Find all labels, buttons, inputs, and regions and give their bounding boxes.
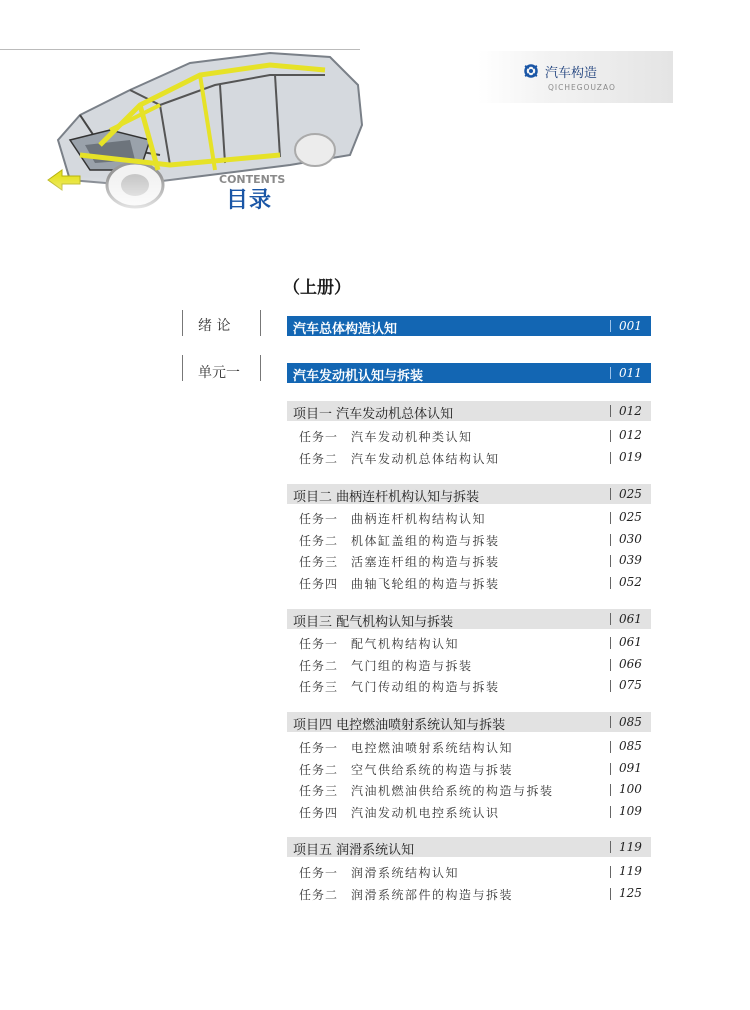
page-number: 012 bbox=[619, 428, 642, 442]
task-label: 任务二 bbox=[299, 888, 339, 902]
toc-task[interactable] bbox=[287, 450, 651, 468]
task-title: 润滑系统部件的构造与拆装 bbox=[351, 888, 514, 902]
toc-task[interactable] bbox=[287, 782, 651, 800]
brand-swirl-icon bbox=[522, 62, 540, 80]
toc-task[interactable] bbox=[287, 635, 651, 653]
page-separator bbox=[610, 888, 611, 900]
page-separator bbox=[610, 577, 611, 589]
brand-title: 汽车构造 bbox=[545, 66, 598, 81]
page-separator bbox=[610, 637, 611, 649]
page-number: 100 bbox=[619, 782, 642, 796]
task-label: 任务一 bbox=[299, 430, 339, 444]
page-separator bbox=[610, 716, 611, 728]
task-label: 任务三 bbox=[299, 680, 339, 694]
unit-title: 汽车总体构造认知 bbox=[293, 322, 398, 337]
toc-project-5[interactable] bbox=[287, 837, 651, 857]
brand-subtitle: QICHEGOUZAO bbox=[548, 83, 616, 92]
toc-task[interactable] bbox=[287, 510, 651, 528]
page-number: 061 bbox=[619, 612, 642, 626]
page-number: 039 bbox=[619, 553, 642, 567]
toc-project-3[interactable] bbox=[287, 609, 651, 629]
unit-title: 汽车发动机认知与拆装 bbox=[293, 369, 424, 384]
toc-task[interactable] bbox=[287, 886, 651, 904]
task-title: 活塞连杆组的构造与拆装 bbox=[351, 555, 500, 569]
task-title: 气门组的构造与拆装 bbox=[351, 659, 473, 673]
task-label: 任务四 bbox=[299, 577, 339, 591]
section-divider bbox=[260, 310, 261, 336]
page-number: 001 bbox=[619, 319, 642, 333]
toc-project-1[interactable] bbox=[287, 401, 651, 421]
toc-project-4[interactable] bbox=[287, 712, 651, 732]
task-label: 任务一 bbox=[299, 866, 339, 880]
page-number: 085 bbox=[619, 739, 642, 753]
project-title: 项目二 曲柄连杆机构认知与拆装 bbox=[293, 490, 480, 505]
page-number: 030 bbox=[619, 532, 642, 546]
toc-task[interactable] bbox=[287, 553, 651, 571]
task-title: 气门传动组的构造与拆装 bbox=[351, 680, 500, 694]
contents-heading-cn: 目录 bbox=[226, 188, 273, 213]
project-title: 项目三 配气机构认知与拆装 bbox=[293, 615, 454, 630]
task-title: 曲轴飞轮组的构造与拆装 bbox=[351, 577, 500, 591]
task-label: 任务一 bbox=[299, 637, 339, 651]
toc-task[interactable] bbox=[287, 761, 651, 779]
task-title: 曲柄连杆机构结构认知 bbox=[351, 512, 487, 526]
task-label: 任务二 bbox=[299, 659, 339, 673]
page-number: 119 bbox=[619, 864, 642, 878]
page-separator bbox=[610, 659, 611, 671]
page-separator bbox=[610, 452, 611, 464]
car-body-illustration bbox=[40, 45, 370, 220]
page-separator bbox=[610, 405, 611, 417]
task-title: 空气供给系统的构造与拆装 bbox=[351, 763, 514, 777]
page-separator bbox=[610, 430, 611, 442]
task-label: 任务二 bbox=[299, 452, 339, 466]
page-number: 025 bbox=[619, 510, 642, 524]
task-title: 汽油机燃油供给系统的构造与拆装 bbox=[351, 784, 554, 798]
page-separator bbox=[610, 555, 611, 567]
toc-task[interactable] bbox=[287, 657, 651, 675]
toc-task[interactable] bbox=[287, 678, 651, 696]
task-label: 任务二 bbox=[299, 763, 339, 777]
page-number: 119 bbox=[619, 840, 642, 854]
page-number: 019 bbox=[619, 450, 642, 464]
page-number: 075 bbox=[619, 678, 642, 692]
task-label: 任务三 bbox=[299, 555, 339, 569]
page-separator bbox=[610, 680, 611, 692]
toc-task[interactable] bbox=[287, 864, 651, 882]
page-number: 109 bbox=[619, 804, 642, 818]
page-number: 025 bbox=[619, 487, 642, 501]
page-separator bbox=[610, 806, 611, 818]
page-number: 125 bbox=[619, 886, 642, 900]
section-label-unit-1: 单元一 bbox=[198, 365, 240, 381]
toc-task[interactable] bbox=[287, 575, 651, 593]
task-title: 配气机构结构认知 bbox=[351, 637, 460, 651]
toc-task[interactable] bbox=[287, 428, 651, 446]
section-divider bbox=[182, 310, 183, 336]
page-separator bbox=[610, 367, 611, 379]
task-title: 汽车发动机种类认知 bbox=[351, 430, 473, 444]
task-title: 汽油发动机电控系统认识 bbox=[351, 806, 500, 820]
task-title: 机体缸盖组的构造与拆装 bbox=[351, 534, 500, 548]
toc-task[interactable] bbox=[287, 532, 651, 550]
section-label-intro: 绪 论 bbox=[198, 318, 231, 334]
page-separator bbox=[610, 534, 611, 546]
page-number: 066 bbox=[619, 657, 642, 671]
volume-label: （上册） bbox=[283, 278, 351, 298]
contents-heading-en: CONTENTS bbox=[219, 173, 286, 186]
project-title: 项目五 润滑系统认知 bbox=[293, 843, 415, 858]
task-label: 任务三 bbox=[299, 784, 339, 798]
project-title: 项目一 汽车发动机总体认知 bbox=[293, 407, 454, 422]
task-title: 电控燃油喷射系统结构认知 bbox=[351, 741, 514, 755]
toc-unit-engine[interactable] bbox=[287, 363, 651, 383]
page-number: 061 bbox=[619, 635, 642, 649]
section-divider bbox=[260, 355, 261, 381]
page-number: 091 bbox=[619, 761, 642, 775]
project-title: 项目四 电控燃油喷射系统认知与拆装 bbox=[293, 718, 506, 733]
task-label: 任务二 bbox=[299, 534, 339, 548]
page-number: 012 bbox=[619, 404, 642, 418]
task-label: 任务四 bbox=[299, 806, 339, 820]
page-number: 052 bbox=[619, 575, 642, 589]
page-separator bbox=[610, 320, 611, 332]
page-separator bbox=[610, 488, 611, 500]
page-separator bbox=[610, 841, 611, 853]
section-divider bbox=[182, 355, 183, 381]
task-label: 任务一 bbox=[299, 741, 339, 755]
page-number: 085 bbox=[619, 715, 642, 729]
page-separator bbox=[610, 763, 611, 775]
page-separator bbox=[610, 784, 611, 796]
page-separator bbox=[610, 512, 611, 524]
page-separator bbox=[610, 613, 611, 625]
task-title: 润滑系统结构认知 bbox=[351, 866, 460, 880]
page-separator bbox=[610, 741, 611, 753]
page-separator bbox=[610, 866, 611, 878]
toc-project-2[interactable] bbox=[287, 484, 651, 504]
toc-unit-overview[interactable] bbox=[287, 316, 651, 336]
toc-task[interactable] bbox=[287, 804, 651, 822]
task-label: 任务一 bbox=[299, 512, 339, 526]
toc-task[interactable] bbox=[287, 739, 651, 757]
page-number: 011 bbox=[619, 366, 642, 380]
task-title: 汽车发动机总体结构认知 bbox=[351, 452, 500, 466]
